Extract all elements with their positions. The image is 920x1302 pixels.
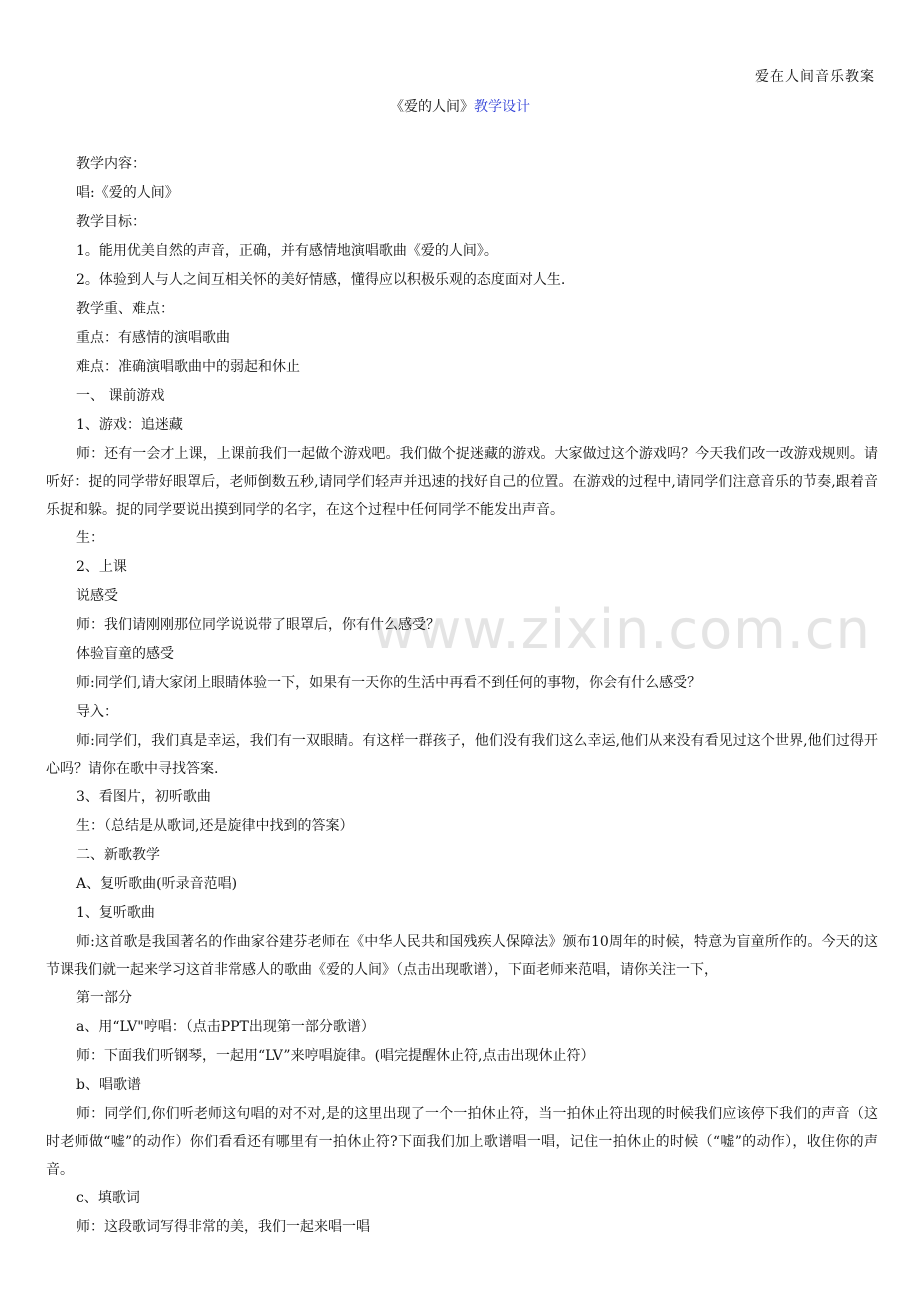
line-student-summary: 生：（总结是从歌词,还是旋律中找到的答案） xyxy=(76,818,354,834)
line-pictures: 3、看图片，初听歌曲 xyxy=(76,789,211,805)
line-intro: 导入： xyxy=(76,704,118,720)
line-fill-lyrics: c、填歌词 xyxy=(76,1190,140,1206)
line-song: 唱:《爱的人间》 xyxy=(76,185,179,201)
line-share-feelings: 说感受 xyxy=(76,588,118,604)
line-key-points: 教学重、难点： xyxy=(76,301,174,317)
line-part-one: 第一部分 xyxy=(76,990,132,1006)
line-experience: 体验盲童的感受 xyxy=(76,646,174,662)
title-prefix: 《爱的人间》 xyxy=(390,99,474,115)
paragraph-rest-note: 师：同学们,你们听老师这句唱的对不对,是的这里出现了一个一拍休止符，当一拍休止符出现的时候我们应该停下我们的声音（这时老师做“嘘”的动作）你们看看还有哪里有一拍休止符?下面我们加上歌谱唱一唱，记住一拍休止的时候（“嘘”的动作），收住你的声音。 xyxy=(46,1106,878,1178)
line-teacher-lyrics: 师：这段歌词写得非常的美，我们一起来唱一唱 xyxy=(76,1219,370,1235)
paragraph-song-background: 师:这首歌是我国著名的作曲家谷建芬老师在《中华人民共和国残疾人保障法》颁布10周年的时候，特意为盲童所作的。今天的这节课我们就一起来学习这首非常感人的歌曲《爱的人间》（点击出现歌谱），下面老师来范唱，请你关注一下， xyxy=(46,934,878,978)
paragraph-game-rules: 师：还有一会才上课，上课前我们一起做个游戏吧。我们做个捉迷藏的游戏。大家做过这个游戏吗？今天我们改一改游戏规则。请听好：捉的同学带好眼罩后，老师倒数五秒,请同学们轻声并迅速的找好自己的位置。在游戏的过程中,请同学们注意音乐的节奏,跟着音乐捉和躲。捉的同学要说出摸到同学的名字，在这个过程中任何同学不能发出声音。 xyxy=(46,446,878,518)
line-teacher-hum: 师：下面我们听钢琴，一起用“LV”来哼唱旋律。(唱完提醒休止符,点击出现休止符） xyxy=(76,1048,595,1064)
watermark: www.zixin.com.cn xyxy=(372,598,871,661)
line-focus: 重点：有感情的演唱歌曲 xyxy=(76,330,230,346)
line-relisten-1: 1、复听歌曲 xyxy=(76,905,155,921)
line-relisten: A、复听歌曲(听录音范唱) xyxy=(76,876,238,892)
line-teacher-question: 师：我们请刚刚那位同学说说带了眼罩后，你有什么感受？ xyxy=(76,617,440,633)
line-game: 1、游戏：追迷藏 xyxy=(76,417,183,433)
line-class-start: 2、上课 xyxy=(76,559,127,575)
section-heading-1: 一、 课前游戏 xyxy=(76,388,165,404)
line-hum: a、用“LV"哼唱：（点击PPT出现第一部分歌谱） xyxy=(76,1019,375,1035)
document-body xyxy=(46,150,878,1242)
running-header: 爱在人间音乐教案 xyxy=(755,69,875,85)
line-goal-2: 2。体验到人与人之间互相关怀的美好情感，懂得应以积极乐观的态度面对人生. xyxy=(76,272,566,288)
line-difficulty: 难点：准确演唱歌曲中的弱起和休止 xyxy=(76,359,300,375)
paragraph-intro: 师:同学们，我们真是幸运，我们有一双眼睛。有这样一群孩子，他们没有我们这么幸运,他们从来没有看见过这个世界,他们过得开心吗？请你在歌中寻找答案. xyxy=(46,733,878,777)
line-teacher-experience: 师:同学们,请大家闭上眼睛体验一下，如果有一天你的生活中再看不到任何的事物，你会有什么感受？ xyxy=(76,675,702,691)
line-teaching-content: 教学内容： xyxy=(76,156,146,172)
line-teaching-goals: 教学目标： xyxy=(76,214,146,230)
section-heading-2: 二、新歌教学 xyxy=(76,847,160,863)
title-accent: 教学设计 xyxy=(474,99,530,115)
line-sing-score: b、唱歌谱 xyxy=(76,1077,141,1093)
line-student: 生： xyxy=(76,530,104,546)
document-title xyxy=(0,96,920,116)
line-goal-1: 1。能用优美自然的声音，正确，并有感情地演唱歌曲《爱的人间》。 xyxy=(76,243,498,259)
